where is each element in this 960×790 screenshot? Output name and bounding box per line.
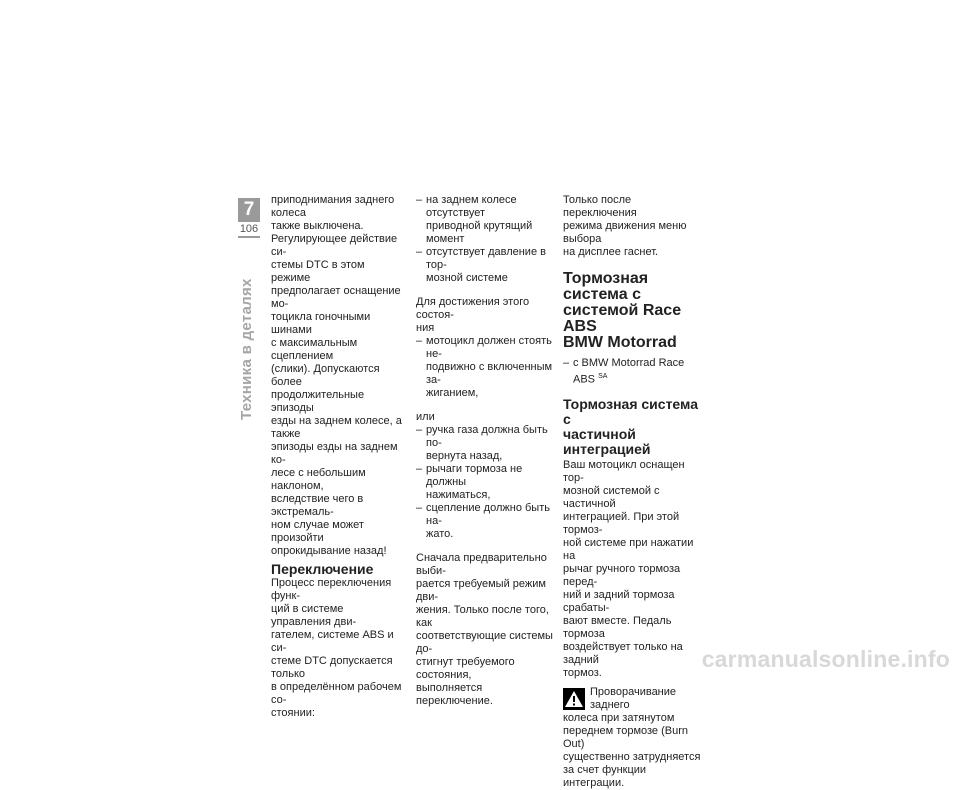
list-item: [416, 463, 554, 502]
paragraph: [271, 577, 404, 720]
text-line: в определённом рабочем со-: [271, 681, 402, 706]
text-line: воздействует только на задний: [563, 640, 683, 666]
text-line: за счет функции интеграции.: [563, 763, 647, 789]
dash-list: [416, 424, 554, 541]
text-line: мозной системой с частичной: [563, 484, 660, 510]
text-line: Ваш мотоцикл оснащен тор-: [563, 458, 685, 484]
equipment-note: [563, 357, 705, 387]
text-line: Только после переключения: [563, 194, 637, 219]
text-line: опрокидывание назад!: [271, 545, 387, 557]
warning-triangle-icon: [563, 688, 585, 710]
section-heading: Переключение: [271, 561, 374, 577]
text-line: стемы DTC в этом режиме: [271, 259, 365, 284]
text-line: вают вместе. Педаль тормоза: [563, 614, 672, 640]
text-line: жато.: [426, 528, 454, 540]
text-line: лесе с небольшим наклоном,: [271, 467, 366, 492]
text-line: режима движения меню выбора: [563, 220, 687, 245]
text-line: ний и задний тормоза срабаты-: [563, 588, 675, 614]
text-line: ций в системе управления дви-: [271, 603, 357, 628]
text-line: гателем, системе ABS и си-: [271, 629, 394, 654]
text-line: – мотоцикл должен стоять не-: [426, 335, 552, 360]
text-line: – сцепление должно быть на-: [426, 502, 550, 527]
text-line: предполагает оснащение мо-: [271, 285, 401, 310]
paragraph: [271, 194, 404, 558]
text-line: также выключена.: [271, 220, 364, 232]
text-line: переднем тормозе (Burn Out): [563, 724, 688, 750]
text-line: рычаг ручного тормоза перед-: [563, 562, 681, 588]
text-line: ной системе при нажатии на: [563, 536, 694, 562]
text-line: стигнут требуемого состояния,: [416, 656, 515, 681]
paragraph: [416, 552, 554, 708]
text-line: существенно затрудняется: [563, 750, 701, 763]
column-3: [563, 194, 705, 790]
text-line: вследствие чего в экстремаль-: [271, 493, 364, 518]
text-line: нажиматься,: [426, 489, 491, 501]
text-line: ном случае может произойти: [271, 519, 364, 544]
text-line: Тормозная система с: [563, 270, 649, 303]
list-item: [416, 424, 554, 463]
section-heading-integral: [563, 397, 705, 457]
section-heading-race-abs: [563, 271, 705, 351]
paragraph: [563, 459, 705, 680]
text-line: тоцикла гоночными шинами: [271, 311, 371, 336]
text-line: приводной крутящий момент: [426, 220, 533, 245]
text-line: приподнимания заднего колеса: [271, 194, 395, 219]
text-line: Процесс переключения функ-: [271, 577, 392, 602]
text-line: ния: [416, 322, 435, 334]
text-line: (слики). Допускаются более: [271, 363, 380, 388]
text-line: выполняется переключение.: [416, 682, 493, 707]
text-line: на дисплее гаснет.: [563, 246, 659, 258]
text-line: мозной системе: [426, 272, 508, 284]
chapter-number: 7: [243, 199, 255, 220]
text-line: жиганием,: [426, 387, 479, 399]
paragraph: [416, 296, 554, 335]
list-item: [416, 335, 554, 400]
text-line: тормоз.: [563, 666, 602, 679]
text-line: Регулирующее действие си-: [271, 233, 398, 258]
text-line: Проворачивание заднего: [590, 685, 677, 711]
text-line: езды на заднем колесе, а также: [271, 415, 402, 440]
list-item: [416, 194, 554, 246]
chapter-side-title: Техника в деталях: [238, 278, 255, 420]
text-line: соответствующие системы до-: [416, 630, 553, 655]
dash-list: [416, 335, 554, 400]
list-item: [416, 246, 554, 285]
text-line: Тормозная система с: [563, 395, 698, 427]
text-line: продолжительные эпизоды: [271, 389, 365, 414]
text-line: – на заднем колесе отсутствует: [426, 194, 517, 219]
list-item: [416, 502, 554, 541]
column-2: [416, 194, 554, 708]
dash-list: [416, 194, 554, 285]
text-line: с максимальным сцеплением: [271, 337, 358, 362]
paragraph: [563, 194, 705, 259]
text-line: колеса при затянутом: [563, 711, 675, 724]
text-line: стоянии:: [271, 707, 315, 719]
text-line: – рычаги тормоза не должны: [426, 463, 523, 488]
text-line: жения. Только после того, как: [416, 604, 549, 629]
column-1: [271, 194, 404, 720]
text-line: рается требуемый режим дви-: [416, 578, 546, 603]
text-line: подвижно с включенным за-: [426, 361, 553, 386]
text-line: – отсутствует давление в тор-: [426, 246, 546, 271]
warning-block: [563, 686, 705, 790]
watermark: carmanualsonline.info: [701, 646, 950, 672]
text-line: эпизоды езды на заднем ко-: [271, 441, 398, 466]
equipment-sa-mark: SA: [598, 373, 608, 380]
text-line: стеме DTC допускается только: [271, 655, 393, 680]
text-line: Сначала предварительно выби-: [416, 552, 547, 577]
text-line: интеграцией. При этой тормоз-: [563, 510, 680, 536]
text-line: Для достижения этого состоя-: [416, 296, 530, 321]
text-line: вернута назад,: [426, 450, 503, 462]
page-number: 106: [239, 223, 259, 235]
or-text: или: [416, 411, 435, 423]
text-line: – ручка газа должна быть по-: [426, 424, 548, 449]
text-line: системой Race ABS: [563, 302, 682, 335]
text-line: частичной интеграцией: [563, 425, 651, 457]
text-line: BMW Motorrad: [563, 334, 677, 351]
equipment-note-text: с BMW Motorrad Race ABS: [573, 357, 685, 386]
